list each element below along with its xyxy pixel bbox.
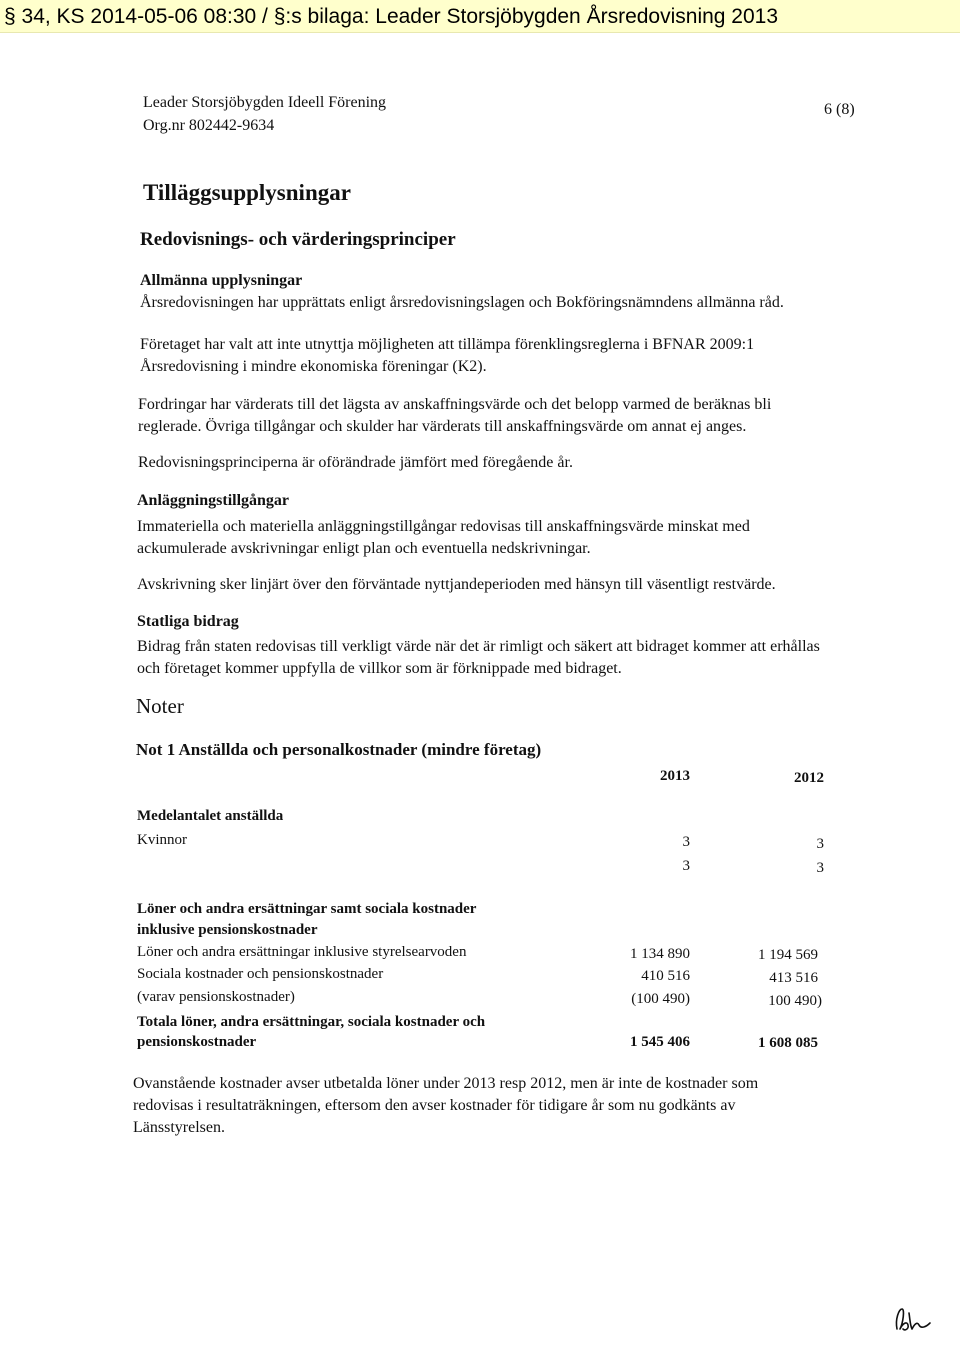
handwritten-initials: [893, 1305, 933, 1335]
column-header-2012: 2012: [794, 770, 824, 786]
column-header-2013: 2013: [660, 768, 690, 784]
pension-costs-2013: (100 490): [631, 991, 690, 1007]
assets-paragraph-1: Immateriella och materiella anläggningstillgångar redovisas till anskaffningsvärde minskat med ackumulerade avskrivningar enligt plan och eventuella nedskrivningar.: [137, 518, 750, 557]
notes-heading: Noter: [136, 694, 184, 718]
document-banner: § 34, KS 2014-05-06 08:30 / §:s bilaga: Leader Storsjöbygden Årsredovisning 2013: [0, 0, 960, 33]
grants-heading: Statliga bidrag: [137, 613, 239, 630]
principles-paragraph-3: Fordringar har värderats till det lägsta av anskaffningsvärde och det belopp varmed de beräknas bli reglerade. Övriga tillgångar och skulder har värderats till anskaffningsvärde om annat ej anges.: [138, 396, 772, 435]
note1-footnote: Ovanstående kostnader avser utbetalda löner under 2013 resp 2012, men är inte de kostnader som redovisas i resultaträkningen, eftersom den avser kostnader för tidigare år som nu godkänts av Länsstyrelsen.: [133, 1075, 759, 1136]
wages-row-2012: 1 194 569: [758, 947, 818, 963]
org-name: Leader Storsjöbygden Ideell Förening: [143, 94, 387, 111]
social-costs-2012: 413 516: [769, 970, 818, 986]
total-costs-2012: 1 608 085: [758, 1035, 818, 1051]
grants-paragraph-1: Bidrag från staten redovisas till verkligt värde när det är rimligt och säkert att bidraget kommer att erhållas och företaget kommer uppfylla de villkor som är förknippade med bidraget.: [137, 638, 820, 677]
page-number: 6 (8): [824, 101, 855, 118]
principles-paragraph-2: Företaget har valt att inte utnyttja möjligheten att tillämpa förenklingsreglerna i BFNAR 2009:1 Årsredovisning i mindre ekonomiska föreningar (K2).: [140, 336, 755, 375]
avg-total-2012: 3: [816, 860, 824, 876]
principles-heading: Redovisnings- och värderingsprinciper: [140, 229, 456, 250]
pension-costs-label: (varav pensionskostnader): [137, 989, 295, 1005]
assets-paragraph-2: Avskrivning sker linjärt över den förväntade nyttjandeperioden med hänsyn till väsentligt restvärde.: [137, 576, 776, 593]
avg-total-2013: 3: [682, 858, 690, 874]
social-costs-label: Sociala kostnader och pensionskostnader: [137, 966, 384, 982]
principles-paragraph-4: Redovisningsprinciperna är oförändrade jämfört med föregående år.: [138, 454, 573, 471]
wages-heading: Löner och andra ersättningar samt sociala kostnader inklusive pensionskostnader: [137, 901, 477, 938]
social-costs-2013: 410 516: [641, 968, 690, 984]
assets-heading: Anläggningstillgångar: [137, 492, 290, 509]
wages-row-label: Löner och andra ersättningar inklusive styrelsearvoden: [137, 944, 467, 960]
women-2012: 3: [816, 836, 824, 852]
total-costs-2013: 1 545 406: [630, 1034, 690, 1050]
pension-costs-2012: 100 490): [768, 993, 822, 1009]
women-2013: 3: [682, 834, 690, 850]
principles-paragraph-1: Årsredovisningen har upprättats enligt årsredovisningslagen och Bokföringsnämndens allmänna råd.: [140, 294, 784, 311]
page-title: Tilläggsupplysningar: [143, 180, 351, 205]
org-number: Org.nr 802442-9634: [143, 117, 275, 134]
wages-row-2013: 1 134 890: [630, 946, 690, 962]
women-label: Kvinnor: [137, 832, 187, 848]
general-heading: Allmänna upplysningar: [140, 272, 303, 289]
avg-employees-heading: Medelantalet anställda: [137, 808, 284, 824]
total-costs-label: Totala löner, andra ersättningar, sociala kostnader och pensionskostnader: [137, 1014, 486, 1050]
note1-title: Not 1 Anställda och personalkostnader (mindre företag): [136, 740, 542, 759]
